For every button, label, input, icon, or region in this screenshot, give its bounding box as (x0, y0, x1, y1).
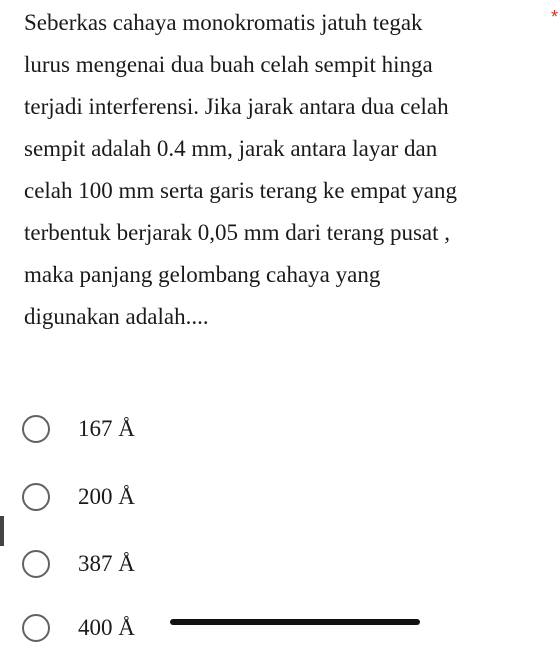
question-line: terbentuk berjarak 0,05 mm dari terang pusat , (24, 220, 450, 245)
radio-button[interactable] (22, 614, 50, 642)
radio-button[interactable] (22, 550, 50, 578)
scroll-indicator (0, 516, 4, 546)
required-asterisk: * (551, 7, 559, 27)
answer-option-1[interactable] (22, 409, 135, 449)
question-line: celah 100 mm serta garis terang ke empat yang (24, 178, 458, 203)
question-line: maka panjang gelombang cahaya yang (24, 262, 381, 287)
answer-option-3[interactable] (22, 544, 135, 584)
answer-option-label: 387 Å (78, 551, 135, 576)
home-indicator-bar (170, 619, 420, 625)
question-line: terjadi interferensi. Jika jarak antara dua celah (24, 94, 449, 119)
answer-option-label: 200 Å (78, 484, 135, 509)
answer-option-label: 400 Å (78, 615, 135, 640)
question-line: Seberkas cahaya monokromatis jatuh tegak (24, 10, 423, 35)
question-line: lurus mengenai dua buah celah sempit hinga (24, 52, 433, 77)
question-line: digunakan adalah.... (24, 304, 209, 329)
answer-option-4[interactable] (22, 608, 135, 648)
radio-button[interactable] (22, 415, 50, 443)
question-text (24, 2, 544, 338)
answer-option-2[interactable] (22, 477, 135, 517)
radio-button[interactable] (22, 483, 50, 511)
answer-option-label: 167 Å (78, 416, 135, 441)
question-line: sempit adalah 0.4 mm, jarak antara layar dan (24, 136, 438, 161)
